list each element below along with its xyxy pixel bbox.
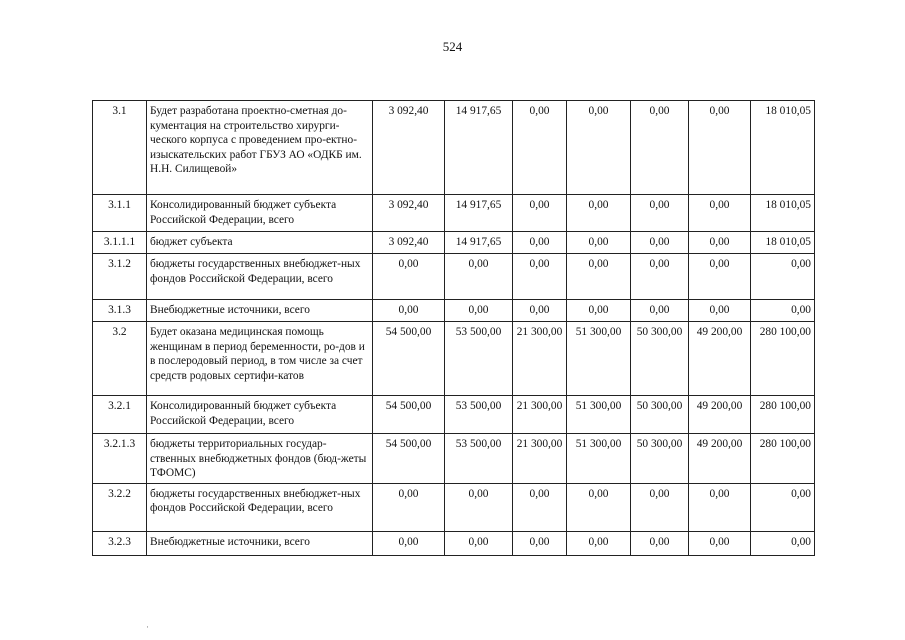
row-code: 3.1.2 — [93, 254, 147, 300]
value-total: 0,00 — [751, 531, 815, 555]
value-col-1: 0,00 — [373, 531, 445, 555]
row-description: Консолидированный бюджет субъекта Российской Федерации, всего — [147, 195, 373, 232]
value-col-6: 49 200,00 — [689, 396, 751, 434]
value-col-4: 0,00 — [567, 254, 631, 300]
table-body — [93, 101, 815, 556]
value-col-5: 0,00 — [631, 195, 689, 232]
row-description: бюджеты территориальных государ-ственных внебюджетных фондов (бюд-жеты ТФОМС) — [147, 434, 373, 484]
row-code: 3.2.1.3 — [93, 434, 147, 484]
value-col-4: 0,00 — [567, 101, 631, 195]
row-code: 3.1.1 — [93, 195, 147, 232]
value-col-3: 0,00 — [513, 232, 567, 254]
table-row — [93, 232, 815, 254]
table-row — [93, 434, 815, 484]
value-total: 280 100,00 — [751, 434, 815, 484]
value-col-2: 53 500,00 — [445, 434, 513, 484]
value-total: 280 100,00 — [751, 322, 815, 396]
row-code: 3.2 — [93, 322, 147, 396]
value-col-4: 0,00 — [567, 232, 631, 254]
scan-mark: · — [146, 622, 149, 632]
value-col-5: 0,00 — [631, 232, 689, 254]
value-col-6: 0,00 — [689, 483, 751, 531]
table-row — [93, 396, 815, 434]
value-col-4: 0,00 — [567, 300, 631, 322]
row-description: Внебюджетные источники, всего — [147, 531, 373, 555]
value-col-5: 0,00 — [631, 483, 689, 531]
row-description: Внебюджетные источники, всего — [147, 300, 373, 322]
table-row — [93, 101, 815, 195]
value-col-6: 0,00 — [689, 254, 751, 300]
row-description: Будет разработана проектно-сметная до-кументация на строительство хирурги-ческого корпуса с проведением про-ектно-изыскательских работ ГБУЗ АО «ОДКБ им. Н.Н. Силищевой» — [147, 101, 373, 195]
value-col-3: 0,00 — [513, 531, 567, 555]
budget-table — [92, 100, 815, 556]
value-col-6: 49 200,00 — [689, 434, 751, 484]
value-total: 0,00 — [751, 254, 815, 300]
value-col-5: 0,00 — [631, 300, 689, 322]
value-total: 18 010,05 — [751, 195, 815, 232]
value-col-5: 50 300,00 — [631, 434, 689, 484]
value-col-5: 0,00 — [631, 531, 689, 555]
value-col-3: 0,00 — [513, 483, 567, 531]
value-total: 0,00 — [751, 483, 815, 531]
row-code: 3.2.1 — [93, 396, 147, 434]
value-col-2: 0,00 — [445, 254, 513, 300]
value-col-1: 3 092,40 — [373, 195, 445, 232]
value-total: 280 100,00 — [751, 396, 815, 434]
value-col-5: 0,00 — [631, 101, 689, 195]
row-description: бюджеты государственных внебюджет-ных фондов Российской Федерации, всего — [147, 254, 373, 300]
page-number: 524 — [442, 39, 463, 54]
value-col-2: 0,00 — [445, 483, 513, 531]
value-col-4: 51 300,00 — [567, 396, 631, 434]
row-description: бюджет субъекта — [147, 232, 373, 254]
value-col-4: 51 300,00 — [567, 322, 631, 396]
value-col-1: 54 500,00 — [373, 434, 445, 484]
value-col-2: 53 500,00 — [445, 396, 513, 434]
row-description: Будет оказана медицинская помощь женщинам в период беременности, ро-дов и в послеродовый период, в том числе за счет средств родовых сертифи-катов — [147, 322, 373, 396]
table-row — [93, 531, 815, 555]
value-col-3: 0,00 — [513, 300, 567, 322]
row-description: Консолидированный бюджет субъекта Российской Федерации, всего — [147, 396, 373, 434]
value-col-6: 0,00 — [689, 232, 751, 254]
value-col-2: 0,00 — [445, 531, 513, 555]
value-col-1: 0,00 — [373, 483, 445, 531]
value-col-2: 14 917,65 — [445, 232, 513, 254]
table-row — [93, 483, 815, 531]
value-col-4: 0,00 — [567, 483, 631, 531]
row-description: бюджеты государственных внебюджет-ных фондов Российской Федерации, всего — [147, 483, 373, 531]
row-code: 3.1.3 — [93, 300, 147, 322]
value-col-3: 21 300,00 — [513, 434, 567, 484]
value-col-5: 0,00 — [631, 254, 689, 300]
value-col-1: 0,00 — [373, 300, 445, 322]
value-col-6: 0,00 — [689, 101, 751, 195]
value-col-6: 0,00 — [689, 531, 751, 555]
row-code: 3.2.3 — [93, 531, 147, 555]
value-col-6: 0,00 — [689, 195, 751, 232]
value-col-3: 0,00 — [513, 254, 567, 300]
value-col-3: 0,00 — [513, 101, 567, 195]
value-col-2: 0,00 — [445, 300, 513, 322]
value-col-2: 14 917,65 — [445, 101, 513, 195]
value-col-6: 49 200,00 — [689, 322, 751, 396]
value-col-1: 0,00 — [373, 254, 445, 300]
value-col-5: 50 300,00 — [631, 396, 689, 434]
value-col-1: 3 092,40 — [373, 101, 445, 195]
value-col-3: 0,00 — [513, 195, 567, 232]
row-code: 3.1.1.1 — [93, 232, 147, 254]
value-total: 0,00 — [751, 300, 815, 322]
value-col-3: 21 300,00 — [513, 322, 567, 396]
value-col-1: 54 500,00 — [373, 322, 445, 396]
value-col-2: 53 500,00 — [445, 322, 513, 396]
table-row — [93, 322, 815, 396]
value-total: 18 010,05 — [751, 232, 815, 254]
value-col-1: 3 092,40 — [373, 232, 445, 254]
value-col-5: 50 300,00 — [631, 322, 689, 396]
value-col-3: 21 300,00 — [513, 396, 567, 434]
table-row — [93, 254, 815, 300]
value-col-1: 54 500,00 — [373, 396, 445, 434]
value-total: 18 010,05 — [751, 101, 815, 195]
value-col-6: 0,00 — [689, 300, 751, 322]
value-col-4: 0,00 — [567, 195, 631, 232]
row-code: 3.2.2 — [93, 483, 147, 531]
row-code: 3.1 — [93, 101, 147, 195]
table-row — [93, 300, 815, 322]
value-col-4: 0,00 — [567, 531, 631, 555]
value-col-4: 51 300,00 — [567, 434, 631, 484]
table-row — [93, 195, 815, 232]
value-col-2: 14 917,65 — [445, 195, 513, 232]
